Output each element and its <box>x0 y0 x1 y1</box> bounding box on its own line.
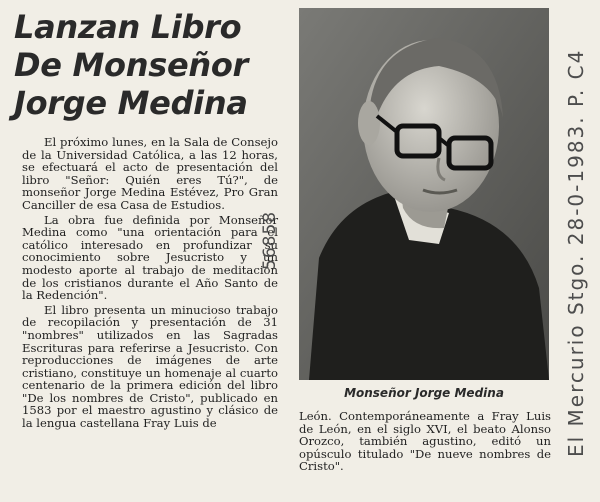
article-right-column <box>299 410 551 475</box>
headline-line-3: Jorge Medina <box>14 84 248 122</box>
headline <box>14 8 284 122</box>
paragraph-1: El próximo lunes, en la Sala de Consejo de la Universidad Católica, a las 12 horas, se efectuará el acto de presentación del libro "Señor: Quién eres Tú?", de monseñor Jorge Medina Estévez, Pro Gran Canciller de esa Casa de Estudios. <box>22 135 278 212</box>
headline-line-2: De Monseñor <box>14 46 249 84</box>
photo-caption: Monseñor Jorge Medina <box>344 386 504 400</box>
paragraph-2: La obra fue definida por Monseñor Medina como "una orientación para el católico interesado en profundizar su conocimiento sobre Jesucristo y un modesto aporte al trabajo de meditación de los cristianos durante el Año Santo de la Redención". <box>22 212 278 303</box>
article-left-column <box>22 136 278 432</box>
portrait-photo <box>299 8 549 380</box>
handwritten-source-note: El Mercurio Stgo. 28-0-1983. P. C4 <box>564 48 588 458</box>
paragraph-3: El libro presenta un minucioso trabajo de recopilación y presentación de 31 "nombres" utilizados en las Sagradas Escrituras para referirse a Jesucristo. Con reproducciones de imágenes de arte cristiano, constituye un homenaje al cuarto centenario de la primera edición del libro "De los nombres de Cristo", publicado en 1583 por el maestro agustino y clásico de la lengua castellana Fray Luis de <box>22 302 278 431</box>
paragraph-4: León. Contemporáneamente a Fray Luis de León, en el siglo XVI, el beato Alonso Orozco, también agustino, editó un opúsculo titulado "De nueve nombres de Cristo". <box>299 409 551 474</box>
headline-line-1: Lanzan Libro <box>14 8 242 46</box>
handwritten-number: 56858 <box>260 210 280 270</box>
